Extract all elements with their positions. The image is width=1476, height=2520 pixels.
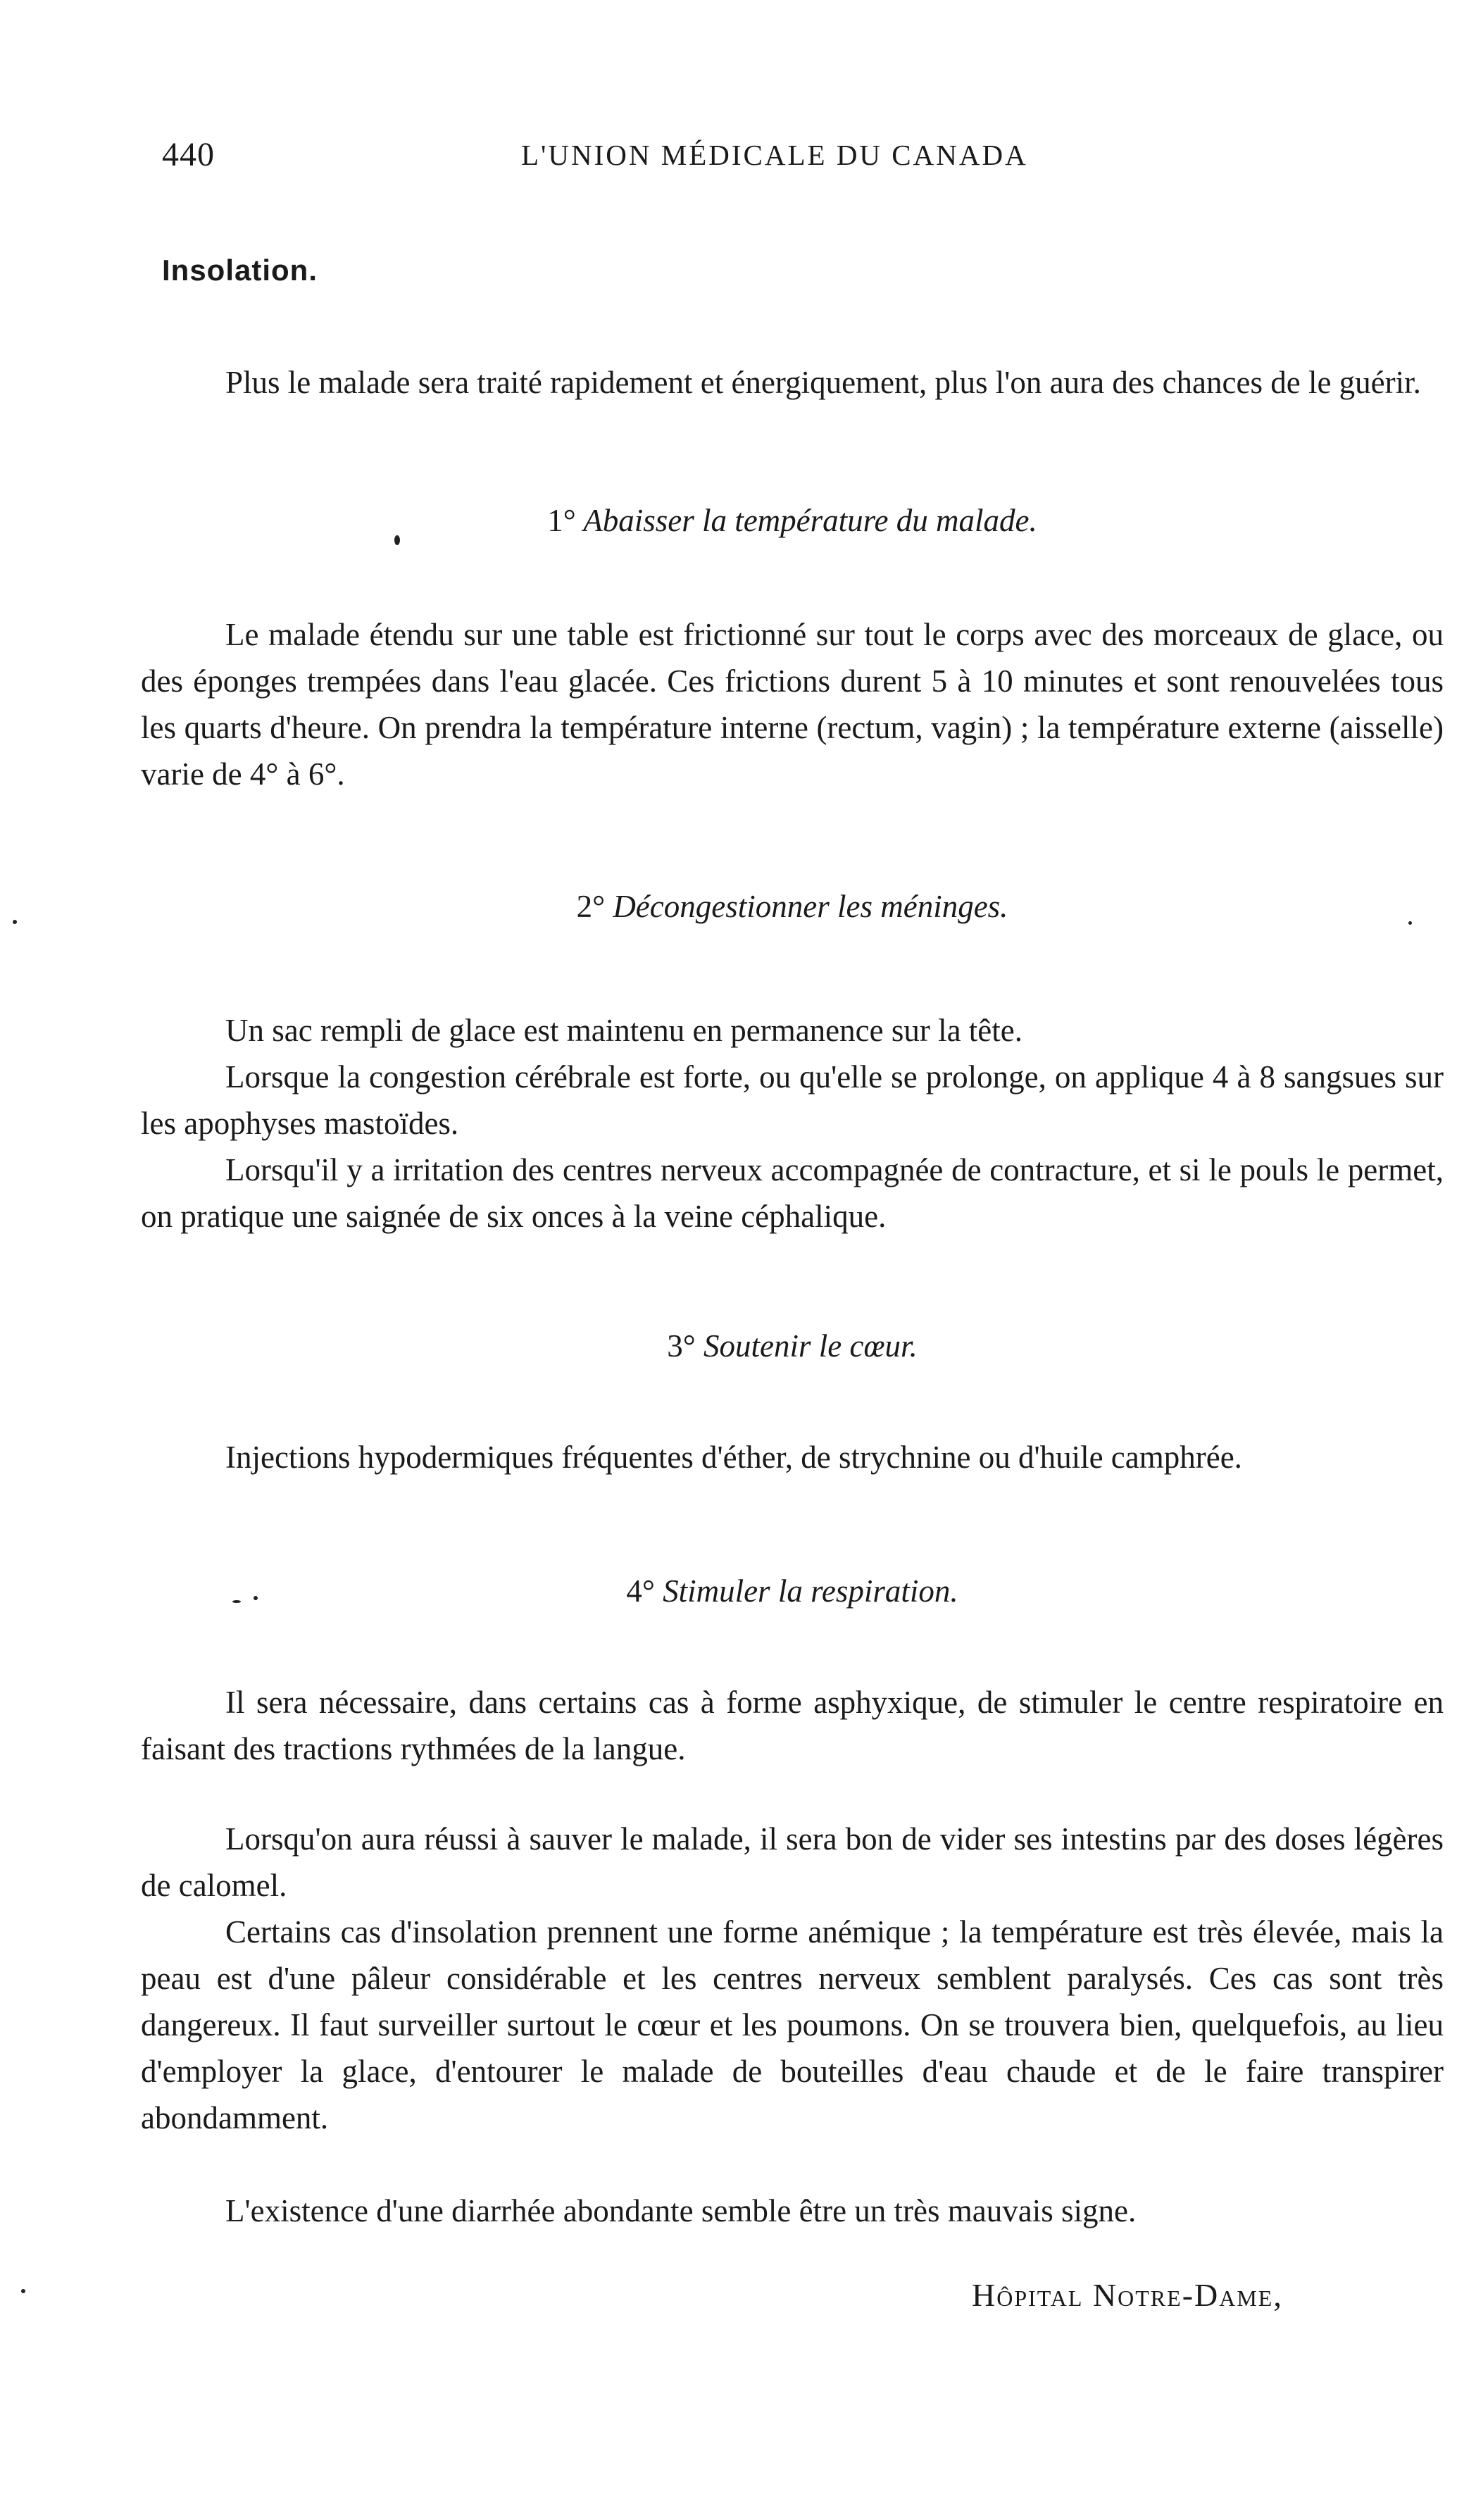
subhead-1 (141, 497, 1444, 544)
scan-speck (254, 1596, 258, 1600)
signature: Hôpital Notre-Dame, (972, 2277, 1283, 2313)
section-4-paragraph: Il sera nécessaire, dans certains cas à forme asphyxique, de stimuler le centre respiratoire en faisant des tractions rythmées de la langue. (141, 1685, 1444, 1766)
subhead-2 (141, 883, 1444, 930)
subhead-3 (141, 1323, 1444, 1369)
page-number: 440 (162, 136, 215, 173)
journal-title: L'UNION MÉDICALE DU CANADA (521, 139, 1028, 171)
section-3-paragraph: Injections hypodermiques fréquentes d'éther, de strychnine ou d'huile camphrée. (225, 1440, 1242, 1475)
subhead-4-title: Stimuler la respiration. (663, 1573, 958, 1609)
subhead-1-number: 1° (547, 503, 576, 538)
closing-paragraph-1: Lorsqu'on aura réussi à sauver le malade, il sera bon de vider ses intestins par des doses légères de calomel. (141, 1821, 1444, 1903)
scan-speck (21, 2289, 25, 2293)
section-1-paragraph: Le malade étendu sur une table est frictionné sur tout le corps avec des morceaux de glace, ou des éponges trempées dans l'eau glacée. Ces frictions durent 5 à 10 minutes et sont renouvelées tous les quarts d'heure. On prendra la température interne (rectum, vagin) ; la température externe (aisselle) varie de 4° à 6°. (141, 617, 1444, 792)
running-head (162, 135, 1430, 177)
section-title: Insolation. (162, 254, 318, 287)
subhead-1-title: Abaisser la température du malade. (583, 503, 1037, 538)
section-2-paragraph-1: Un sac rempli de glace est maintenu en permanence sur la tête. (225, 1013, 1023, 1048)
scan-speck (232, 1600, 241, 1603)
scan-speck (1408, 921, 1412, 925)
scan-speck (394, 535, 400, 545)
subhead-2-number: 2° (576, 889, 606, 924)
subhead-3-number: 3° (667, 1328, 696, 1364)
section-2-paragraph-3: Lorsqu'il y a irritation des centres nerveux accompagnée de contracture, et si le pouls le permet, on pratique une saignée de six onces à la veine céphalique. (141, 1152, 1444, 1234)
subhead-3-title: Soutenir le cœur. (703, 1328, 918, 1364)
subhead-2-title: Décongestionner les méninges. (613, 889, 1008, 924)
subhead-4 (141, 1568, 1444, 1614)
closing-paragraph-2: Certains cas d'insolation prennent une forme anémique ; la température est très élevée, mais la peau est d'une pâleur considérable et les centres nerveux semblent paralysés. Ces cas sont très dangereux. Il faut surveiller surtout le cœur et les poumons. On se trouvera bien, quelquefois, au lieu d'employer la glace, d'entourer le malade de bouteilles d'eau chaude et de le faire transpirer abondamment. (141, 1914, 1444, 2135)
scan-speck (13, 920, 17, 924)
section-2-paragraph-2: Lorsque la congestion cérébrale est forte, ou qu'elle se prolonge, on applique 4 à 8 sangsues sur les apophyses mastoïdes. (141, 1059, 1444, 1141)
closing-paragraph-3: L'existence d'une diarrhée abondante semble être un très mauvais signe. (225, 2193, 1137, 2228)
subhead-4-number: 4° (626, 1573, 655, 1609)
intro-paragraph: Plus le malade sera traité rapidement et énergiquement, plus l'on aura des chances de le guérir. (225, 365, 1421, 400)
